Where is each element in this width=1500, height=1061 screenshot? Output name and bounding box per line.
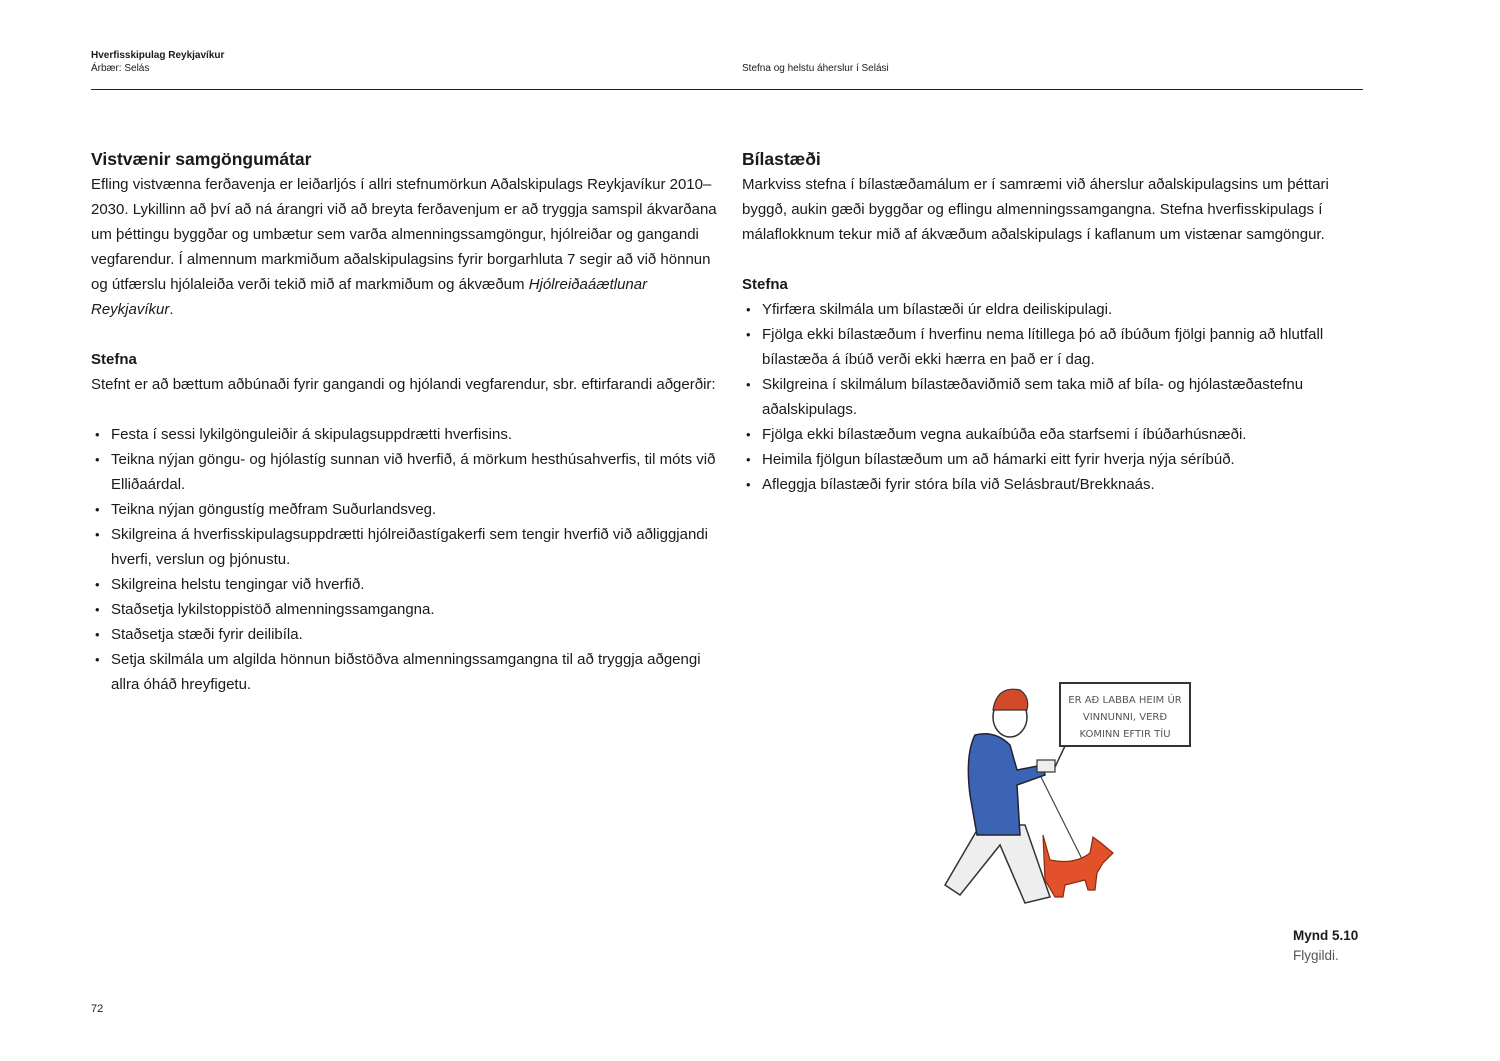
intro-italic: Hjólreiðaáætlunar Reykjavíkur xyxy=(91,276,648,318)
list-item: • Yfirfæra skilmála um bílastæði úr eldra deiliskipulagi. xyxy=(742,297,1362,322)
stefna-heading: Stefna xyxy=(91,351,137,368)
intro-end: . xyxy=(169,301,174,318)
document-title: Hverfisskipulag Reykjavíkur xyxy=(91,50,225,61)
figure-caption-text: Flygildi. xyxy=(1293,948,1339,963)
intro-text: Efling vistvænna ferðavenja er leiðarljós í allri stefnumörkun Aðalskipulags Reykjavíkur 2010–2030. Lykillinn að því að ná árangri við að breyta ferðavenjum er að tryggja samspil ákvarðana um þéttingu byggðar og umbætur sem varða almenningssamgöngur, hjólreiðar og gangandi vegfarendur. Í almennum markmiðum aðalskipulagsins fyrir borgarhluta 7 segir að við hönnun og útfærslu hjólaleiða verði tekið mið af markmiðum og ákvæðum xyxy=(91,176,717,293)
left-column xyxy=(91,147,721,697)
list-item: • Heimila fjölgun bílastæðum um að hámarki eitt fyrir hverja nýja séríbúð. xyxy=(742,447,1362,472)
list-item: • Afleggja bílastæði fyrir stóra bíla við Selásbraut/Brekknaás. xyxy=(742,472,1362,497)
hoodie xyxy=(968,734,1045,835)
dog xyxy=(1043,835,1113,897)
intro-paragraph xyxy=(91,172,721,322)
section-heading: Vistvænir samgöngumátar xyxy=(91,149,312,169)
header-divider xyxy=(91,89,1363,90)
section-title: Stefna og helstu áherslur í Selási xyxy=(742,63,889,74)
right-column xyxy=(742,147,1362,497)
svg-text:KOMINN EFTIR TÍU: KOMINN EFTIR TÍU xyxy=(1079,729,1171,740)
list-item: • Staðsetja stæði fyrir deilibíla. xyxy=(91,622,721,647)
speech-text xyxy=(1068,693,1182,740)
illustration-man-walking-dog xyxy=(925,675,1200,920)
list-item: • Skilgreina í skilmálum bílastæðaviðmið sem taka mið af bíla- og hjólastæðastefnu aðalskipulags. xyxy=(742,372,1362,422)
list-item: • Festa í sessi lykilgönguleiðir á skipulagsuppdrætti hverfisins. xyxy=(91,422,721,447)
section-heading: Bílastæði xyxy=(742,149,821,169)
svg-text:ER AÐ LABBA HEIM ÚR: ER AÐ LABBA HEIM ÚR xyxy=(1068,695,1182,706)
stefna-heading: Stefna xyxy=(742,276,788,293)
left-bullet-list xyxy=(91,422,721,697)
list-item: • Teikna nýjan göngu- og hjólastíg sunnan við hverfið, á mörkum hesthúsahverfis, til móts við Elliðaárdal. xyxy=(91,447,721,497)
figure-caption xyxy=(1293,926,1358,966)
list-item: • Setja skilmála um algilda hönnun biðstöðva almenningssamgangna til að tryggja aðgengi allra óháð hreyfigetu. xyxy=(91,647,721,697)
list-item: • Teikna nýjan göngustíg meðfram Suðurlandsveg. xyxy=(91,497,721,522)
stefna-paragraph: Stefnt er að bættum aðbúnaði fyrir gangandi og hjólandi vegfarendur, sbr. eftirfarandi aðgerðir: xyxy=(91,376,716,393)
right-bullet-list xyxy=(742,297,1362,497)
document-subtitle: Árbær: Selás xyxy=(91,63,150,74)
list-item: • Staðsetja lykilstoppistöð almenningssamgangna. xyxy=(91,597,721,622)
list-item: • Skilgreina helstu tengingar við hverfið. xyxy=(91,572,721,597)
list-item: • Skilgreina á hverfisskipulagsuppdrætti hjólreiðastígakerfi sem tengir hverfið við aðliggjandi hverfi, verslun og þjónustu. xyxy=(91,522,721,572)
beanie xyxy=(993,689,1028,710)
list-item: • Fjölga ekki bílastæðum vegna aukaíbúða eða starfsemi í íbúðarhúsnæði. xyxy=(742,422,1362,447)
running-header xyxy=(91,49,224,75)
svg-text:VINNUNNI, VERÐ: VINNUNNI, VERÐ xyxy=(1082,712,1168,723)
page-number: 72 xyxy=(91,1003,104,1015)
list-item: • Fjölga ekki bílastæðum í hverfinu nema lítillega þó að íbúðum fjölgi þannig að hlutfall bílastæða á íbúð verði ekki hærra en það er í dag. xyxy=(742,322,1362,372)
intro-paragraph: Markviss stefna í bílastæðamálum er í samræmi við áherslur aðalskipulagsins um þéttari byggð, aukin gæði byggðar og eflingu almenningssamgangna. Stefna hverfisskipulags í málaflokknum tekur mið af ákvæðum aðalskipulags í kaflanum um vistænar samgöngur. xyxy=(742,176,1329,243)
figure-label: Mynd 5.10 xyxy=(1293,928,1359,943)
